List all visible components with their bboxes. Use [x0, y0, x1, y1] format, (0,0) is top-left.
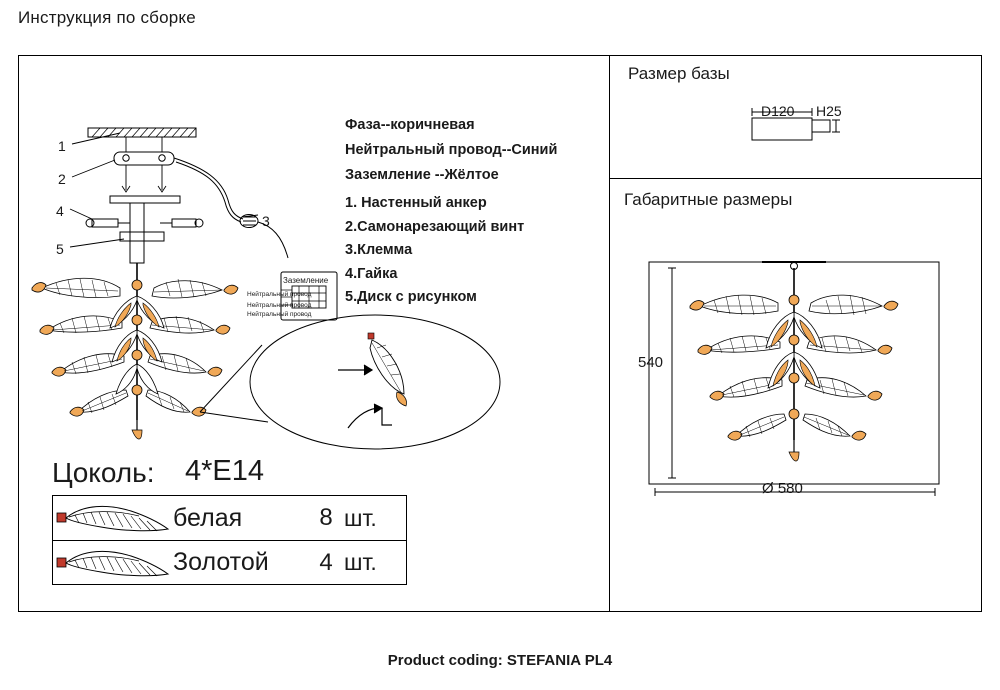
- parts-list: [345, 192, 524, 310]
- overall-diameter-label: Ø 580: [762, 480, 803, 497]
- table-row: [53, 496, 406, 540]
- horizontal-divider: [609, 178, 982, 179]
- bulb-qty-gold: 4: [319, 548, 333, 576]
- terminal-box-label-2: Нейтральный провод: [247, 302, 312, 309]
- bulb-swatch-gold: [53, 543, 173, 583]
- table-row: [53, 540, 406, 584]
- base-diameter-label: D120: [761, 103, 795, 119]
- wiring-line-phase: Фаза--коричневая: [345, 117, 475, 133]
- overall-height-label: 540: [638, 354, 664, 371]
- terminal-box-title: Заземление: [283, 276, 329, 285]
- bulb-unit-gold: шт.: [344, 549, 377, 575]
- bulb-qty-white: 8: [319, 504, 333, 531]
- overall-size-title: Габаритные размеры: [624, 190, 793, 209]
- product-coding: Product coding: STEFANIA PL4: [387, 652, 613, 669]
- parts-item-2: 2.Самонарезающий винт: [345, 218, 525, 235]
- bulb-swatch-white: [53, 498, 173, 538]
- bulb-table: [52, 495, 407, 585]
- terminal-box-label-3: Нейтральный провод: [247, 311, 312, 318]
- base-size-title: Размер базы: [628, 64, 730, 83]
- bulb-name-white: белая: [173, 503, 243, 532]
- socket-value: 4*E14: [185, 455, 265, 487]
- page-title: Инструкция по сборке: [18, 8, 196, 27]
- parts-item-3: 3.Клемма: [345, 242, 413, 258]
- wiring-legend: [345, 113, 557, 188]
- parts-item-4: 4.Гайка: [345, 265, 398, 282]
- base-height-label: H25: [816, 103, 842, 119]
- vertical-divider: [609, 55, 610, 612]
- wiring-line-neutral: Нейтральный провод--Синий: [345, 142, 558, 158]
- bulb-name-gold: Золотой: [173, 548, 269, 576]
- callout-number-1: 1: [58, 138, 66, 154]
- callout-number-5: 5: [56, 241, 64, 257]
- callout-number-2: 2: [58, 171, 66, 187]
- parts-item-5: 5.Диск с рисунком: [345, 289, 477, 305]
- terminal-box-label-1: Нейтральный провод: [247, 291, 312, 298]
- bulb-unit-white: шт.: [344, 504, 377, 531]
- callout-number-4: 4: [56, 203, 64, 219]
- socket-label: Цоколь:: [52, 457, 155, 488]
- callout-number-3: 3: [262, 213, 270, 229]
- wiring-line-ground: Заземление --Жёлтое: [345, 167, 499, 183]
- parts-item-1: 1. Настенный анкер: [345, 195, 487, 211]
